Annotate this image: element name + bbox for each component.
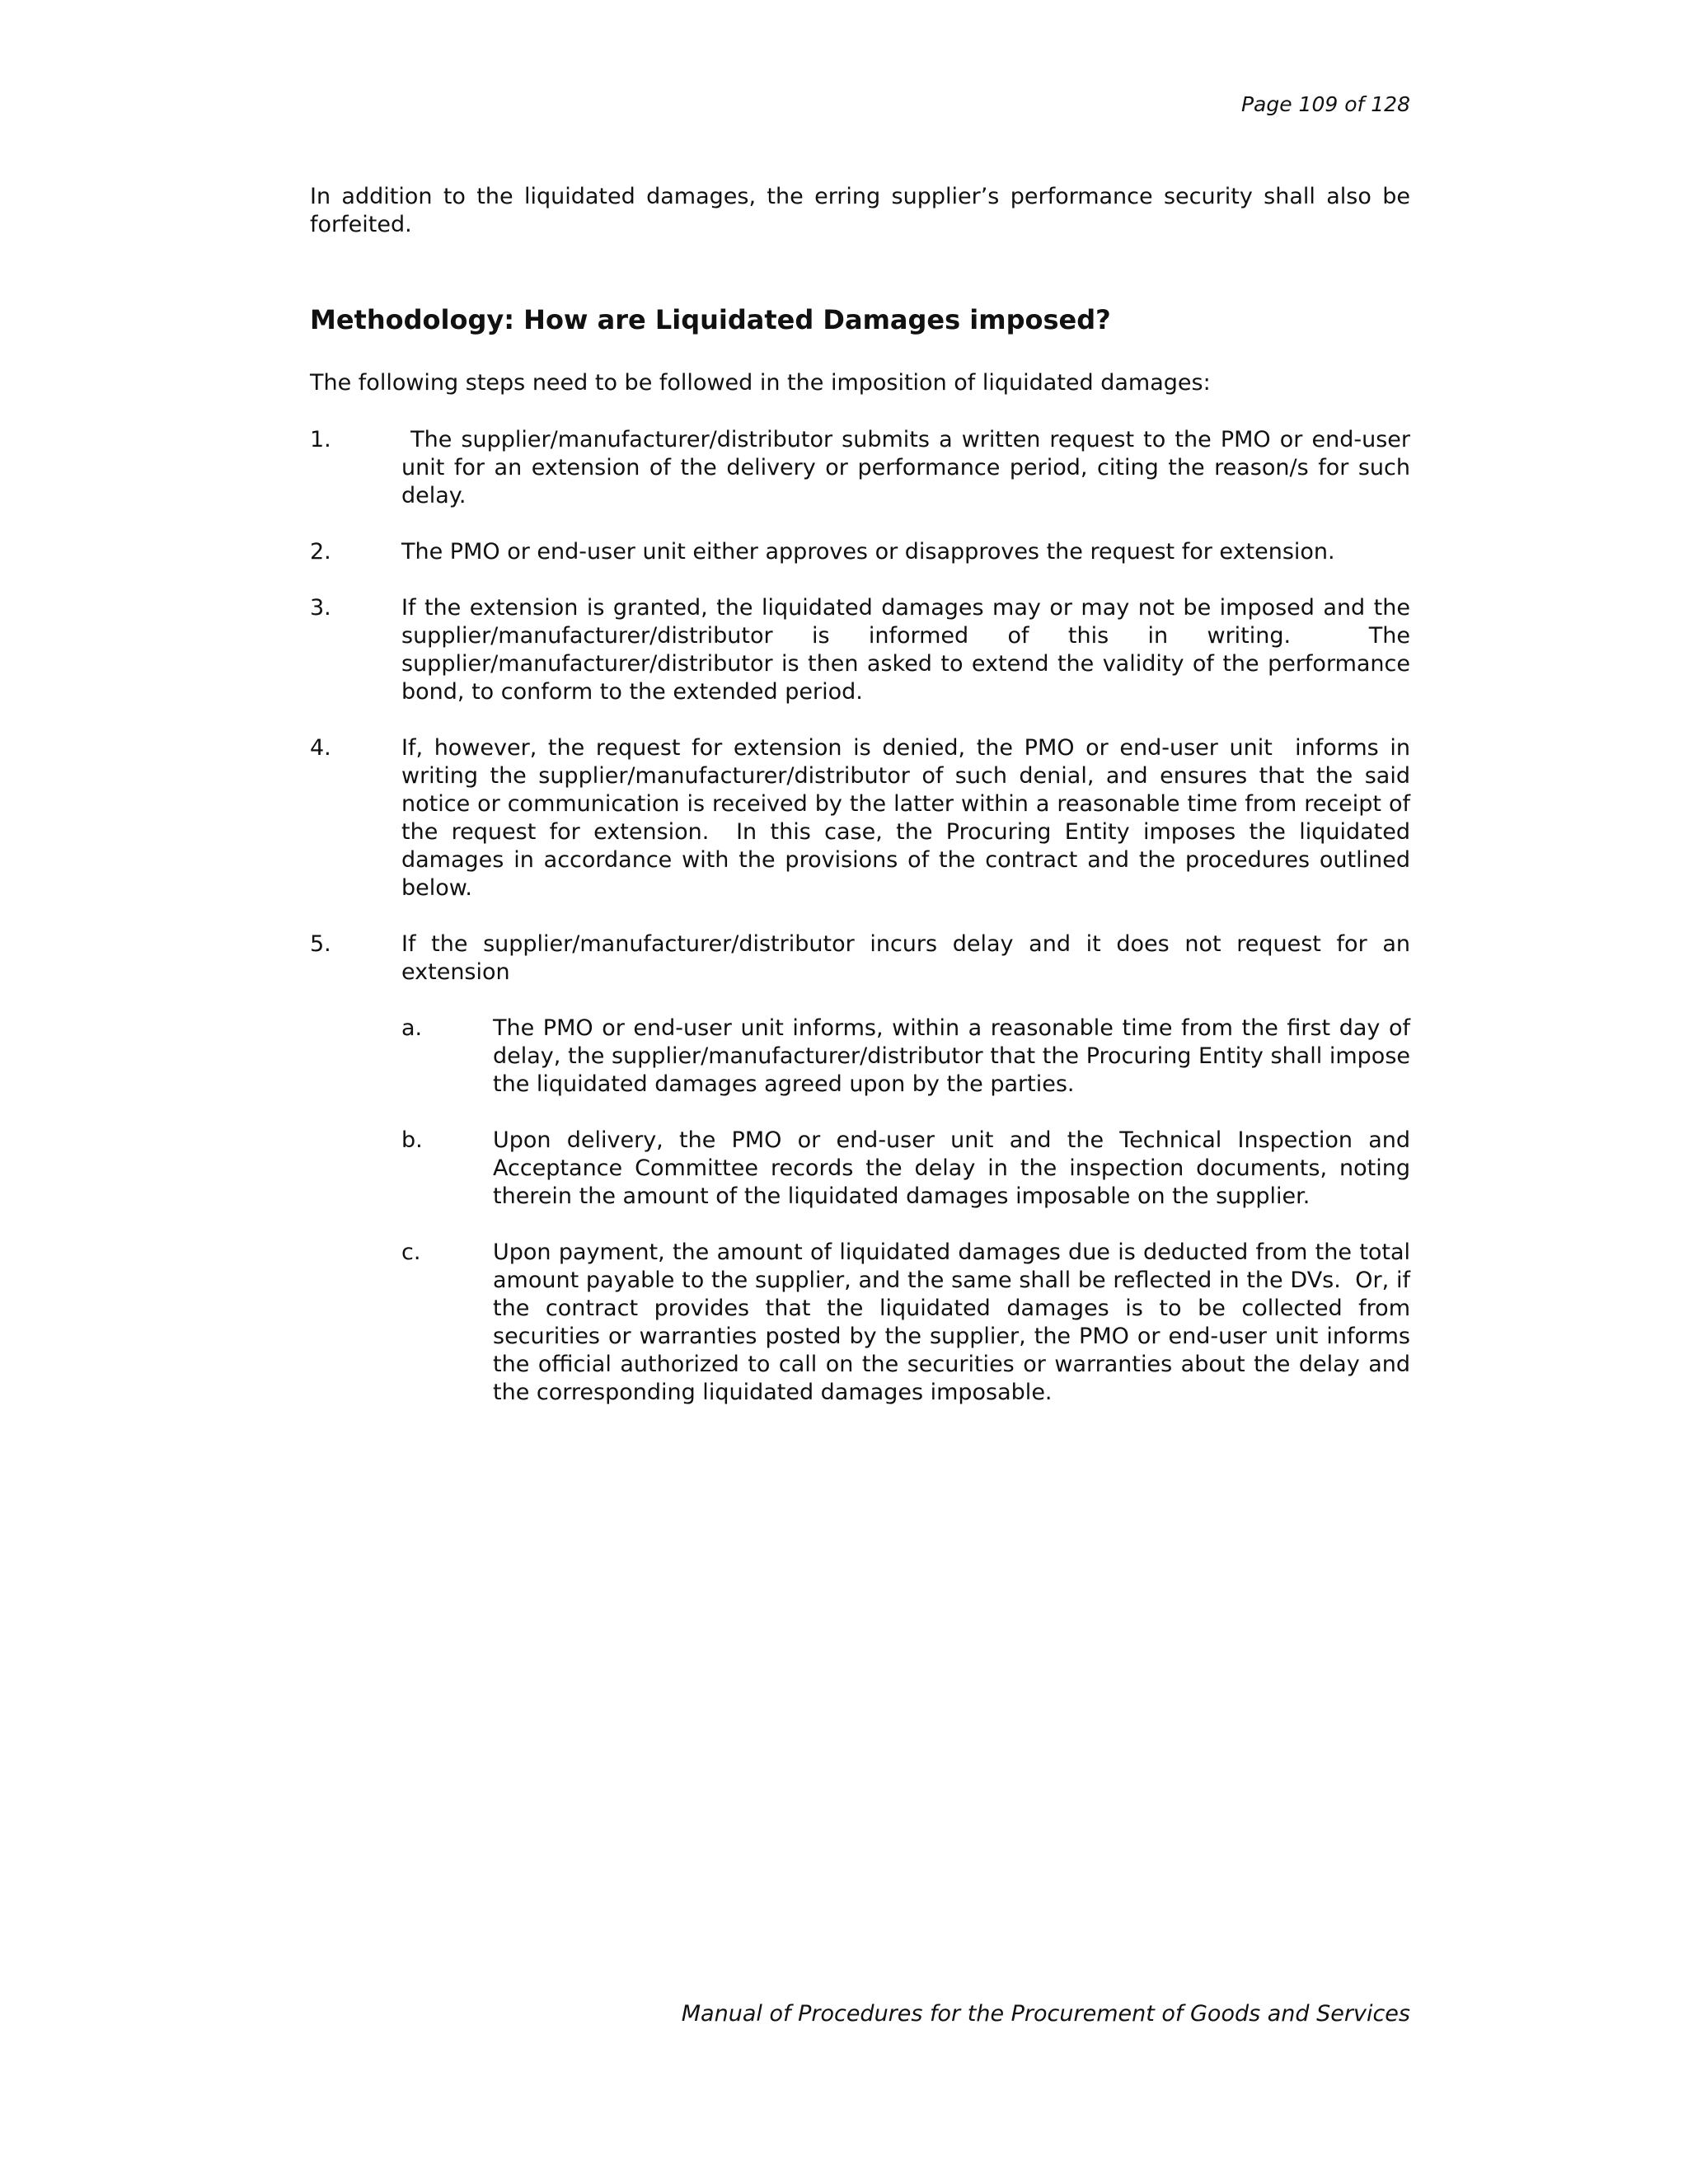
substep-marker: c. — [401, 1240, 421, 1265]
step-text: The PMO or end-user unit either approves or disapproves the request for extension. — [401, 539, 1335, 565]
step-4 — [310, 734, 1418, 902]
step-text: If, however, the request for extension is denied, the PMO or end-user unit informs in writing the supplier/manufacturer/distributor of such denial, and ensures that the said notice or communication is received by the latter within a reasonable time from receipt of the request for extension. In this case, the Procuring Entity imposes the liquidated damages in accordance with the provisions of the contract and the procedures outlined below. — [401, 735, 1418, 901]
step-5 — [310, 930, 1410, 987]
step-text: If the extension is granted, the liquidated damages may or may not be imposed and the supplier/manufacturer/distributor is informed of this in writing. The supplier/manufacturer/distributor is then asked to extend the validity of the performance bond, to conform to the extended period. — [401, 595, 1418, 705]
section-heading: Methodology: How are Liquidated Damages imposed? — [310, 304, 1111, 335]
substep-marker: a. — [401, 1015, 423, 1041]
substep-text: Upon delivery, the PMO or end-user unit and the Technical Inspection and Acceptance Committee records the delay in the inspection documents, noting therein the amount of the liquidated damages imposable on the supplier. — [493, 1127, 1410, 1209]
step-marker: 5. — [310, 931, 331, 957]
substep-marker: b. — [401, 1127, 423, 1153]
page-number: Page 109 of 128 — [1240, 92, 1410, 116]
step-marker: 3. — [310, 595, 331, 621]
step-text: The supplier/manufacturer/distributor submits a written request to the PMO or end-user unit for an extension of the delivery or performance period, citing the reason/s for such delay. — [401, 427, 1418, 509]
substep-b — [401, 1127, 1410, 1211]
substep-c — [401, 1239, 1418, 1407]
substep-a — [401, 1015, 1410, 1099]
section-lead: The following steps need to be followed in the imposition of liquidated damages: — [310, 370, 1211, 396]
intro-paragraph: In addition to the liquidated damages, the erring supplier’s performance security shall also be forfeited. — [310, 184, 1410, 237]
document-page — [310, 0, 1418, 2184]
step-1 — [310, 426, 1418, 510]
step-3 — [310, 594, 1418, 706]
page-footer: Manual of Procedures for the Procurement of Goods and Services — [681, 2001, 1410, 2027]
step-marker: 4. — [310, 735, 331, 761]
step-text: If the supplier/manufacturer/distributor incurs delay and it does not request for an extension — [401, 931, 1410, 985]
step-2 — [310, 538, 1410, 566]
substep-text: The PMO or end-user unit informs, within a reasonable time from the first day of delay, the supplier/manufacturer/distributor that the Procuring Entity shall impose the liquidated damages agreed upon by the parties. — [493, 1015, 1410, 1097]
step-marker: 1. — [310, 427, 331, 452]
substep-text: Upon payment, the amount of liquidated damages due is deducted from the total amount payable to the supplier, and the same shall be reflected in the DVs. Or, if the contract provides that the liquidated damages is to be collected from securities or warranties posted by the supplier, the PMO or end-user unit informs the official authorized to call on the securities or warranties about the delay and the corresponding liquidated damages imposable. — [493, 1240, 1418, 1405]
step-marker: 2. — [310, 539, 331, 565]
